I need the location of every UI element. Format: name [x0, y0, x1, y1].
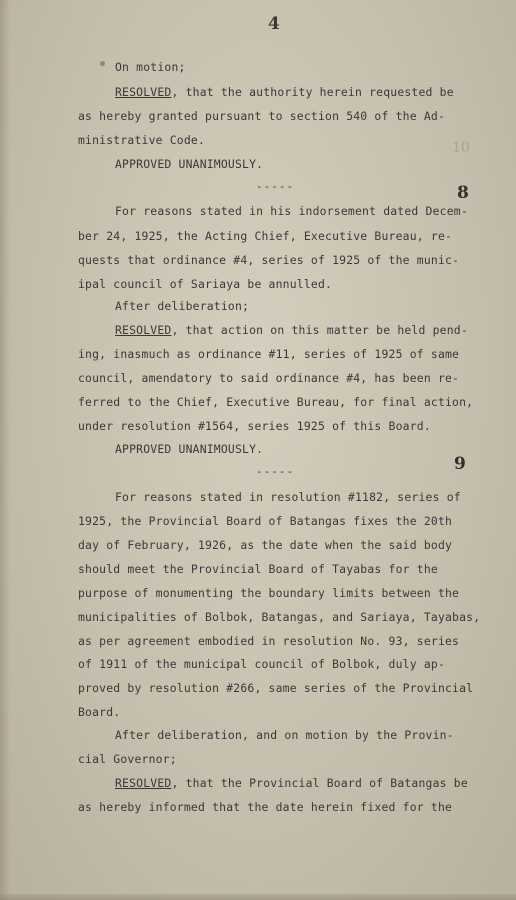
line-text: After deliberation, and on motion by the Provin-: [115, 728, 454, 742]
text-line: [78, 705, 120, 719]
text-line: [115, 299, 249, 313]
line-text: ministrative Code.: [78, 133, 206, 147]
text-line: [78, 347, 459, 361]
line-text: APPROVED UNANIMOUSLY.: [115, 157, 264, 171]
text-line: [78, 681, 473, 695]
line-text: council, amendatory to said ordinance #4, has been re-: [78, 371, 460, 385]
line-text: cial Governor;: [78, 752, 177, 766]
line-text: For reasons stated in his indorsement dated Decem-: [115, 204, 468, 218]
text-line: [115, 776, 468, 790]
text-line: [115, 60, 186, 74]
line-text: After deliberation;: [115, 299, 250, 313]
item-number-8: 8: [457, 183, 469, 203]
line-text: ber 24, 1925, the Acting Chief, Executive Bureau, re-: [78, 229, 453, 243]
text-line: [78, 610, 480, 624]
text-line: [78, 562, 438, 576]
line-text: under resolution #1564, series 1925 of this Board.: [78, 419, 431, 433]
text-line: [78, 800, 452, 814]
scan-footer-strip: [0, 894, 516, 900]
text-line: [78, 634, 459, 648]
resolved-keyword: RESOLVED: [115, 323, 172, 337]
item-number-9: 9: [454, 454, 466, 474]
line-text: as hereby informed that the date herein fixed for the: [78, 800, 453, 814]
text-line: [78, 657, 445, 671]
ink-dot: [100, 61, 105, 66]
text-line: [115, 323, 468, 337]
separator-1: -----: [256, 180, 295, 193]
text-line: [78, 133, 205, 147]
line-text: ipal council of Sariaya be annulled.: [78, 277, 333, 291]
line-text: purpose of monumenting the boundary limits between the: [78, 586, 460, 600]
line-text: day of February, 1926, as the date when the said body: [78, 538, 453, 552]
line-text: of 1911 of the municipal council of Bolbok, duly ap-: [78, 657, 446, 671]
text-line: [78, 419, 431, 433]
text-line: [78, 277, 332, 291]
line-text: For reasons stated in resolution #1182, series of: [115, 490, 461, 504]
text-line: [78, 538, 452, 552]
text-line: [78, 229, 452, 243]
text-line: [115, 490, 461, 504]
line-text: quests that ordinance #4, series of 1925 of the munic-: [78, 253, 460, 267]
separator-2: -----: [256, 465, 295, 478]
bleed-through-mark: 10: [452, 140, 470, 156]
text-line: [78, 253, 459, 267]
line-text: , that the Provincial Board of Batangas be: [171, 776, 468, 790]
text-line: [78, 371, 459, 385]
text-line: [115, 728, 454, 742]
resolved-keyword: RESOLVED: [115, 776, 172, 790]
line-text: ferred to the Chief, Executive Bureau, for final action,: [78, 395, 474, 409]
line-text: municipalities of Bolbok, Batangas, and Sariaya, Tayabas,: [78, 610, 481, 624]
text-line: [78, 109, 445, 123]
line-text: On motion;: [115, 60, 186, 74]
text-line: [78, 514, 452, 528]
line-text: , that the authority herein requested be: [171, 85, 454, 99]
line-text: ing, inasmuch as ordinance #11, series of 1925 of same: [78, 347, 460, 361]
line-text: as hereby granted pursuant to section 540 of the Ad-: [78, 109, 446, 123]
line-text: Board.: [78, 705, 121, 719]
line-text: 1925, the Provincial Board of Batangas fixes the 20th: [78, 514, 453, 528]
line-text: APPROVED UNANIMOUSLY.: [115, 442, 264, 456]
line-text: proved by resolution #266, same series of the Provincial: [78, 681, 474, 695]
line-text: should meet the Provincial Board of Tayabas for the: [78, 562, 438, 576]
text-line: [115, 85, 454, 99]
page-number: 4: [268, 14, 280, 34]
text-line: [115, 442, 263, 456]
text-line: [115, 204, 468, 218]
text-line: [78, 586, 459, 600]
text-line: [78, 752, 177, 766]
line-text: , that action on this matter be held pend-: [171, 323, 468, 337]
text-line: [78, 395, 473, 409]
line-text: as per agreement embodied in resolution No. 93, series: [78, 634, 460, 648]
text-line: [115, 157, 263, 171]
page-edge-shadow: [0, 0, 10, 900]
resolved-keyword: RESOLVED: [115, 85, 172, 99]
